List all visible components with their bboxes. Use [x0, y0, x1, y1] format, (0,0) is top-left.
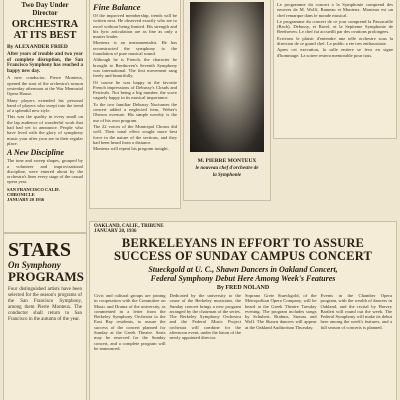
- paragraph: The tone and sweep shapes, grouped by a volunteer and improvisational discipline, were entered about by the orchestra's lines every stage of the casual opera year.: [7, 158, 83, 185]
- orchestra-clipping: [4, 0, 86, 232]
- byline: By FRED NOLAND: [216, 285, 270, 291]
- dateline: JANUARY 20 1936: [7, 196, 45, 202]
- stars-word: STARS: [8, 239, 71, 261]
- portrait-photo: [190, 2, 264, 152]
- date: JANUARY 20, 1936: [94, 229, 137, 234]
- photo-clipping: [184, 0, 270, 200]
- paragraph: Monteux is an instrumentalist. He has reconstructed the symphony to the foundation of pure musical sound.: [93, 40, 177, 57]
- french-clipping: [274, 0, 396, 138]
- paragraph: Le programme du concert de ce jour comprend la Passacaille (Bach), Debussy, et Ravel, et la Septieme Symphonie de Beethoven. Le chef fut accueilli par des ovations prolongees.: [277, 18, 393, 35]
- headline-line-1: BERKELEYANS IN EFFORT TO ASSURE: [121, 236, 365, 250]
- berkeley-clipping: [90, 222, 396, 400]
- stars-line-3: PROGRAMS: [8, 269, 84, 284]
- headline-line-2: SUCCESS OF SUNDAY CAMPUS CONCERT: [113, 249, 373, 263]
- fine-balance-clipping: [90, 0, 180, 208]
- paragraph: Apres cet execution, la salle entiere se leva en signe d'hommage. La soiree restera memorable pour tous.: [277, 47, 393, 58]
- paragraph: Ecrivons le plaisir d'entendre une telle orchestre sous la direction de ce grand chef. Le public a ete tres enthousiaste.: [277, 35, 393, 47]
- paragraph: This was the quality in every small on the lap audience of wonderful work that had had yet to announce. People who have lived with the glory of symphony music your after your are in their regular place.: [7, 114, 83, 146]
- dateline: SAN FRANCISCO CALIF.: [7, 186, 60, 192]
- dateline: CHRONICLE: [7, 191, 35, 197]
- headline: ORCHESTRA AT ITS BEST: [11, 19, 79, 41]
- paragraph: Le programme du concert a la Symphonie comprend des oeuvres de M. Wolff, Rameau et Monteux. Monteux est un chef remarque dans le monde musical.: [277, 2, 393, 18]
- subhead: A New Discipline: [7, 148, 64, 158]
- column: Civic and cultural groups are joining in cooperation with the Committee on Music and Drama of the university, as commented in a letter from the Berkeley Symphony Orchestra to the East Bay residents, to assure the success of the concert planned for Sunday at the Greek Theatre. Seats may be reserved for the Sunday concert, and a complete program will be announced.: [94, 293, 166, 351]
- dateline: OAKLAND, CALIF., TRIBUNE: [94, 224, 164, 229]
- caption-line: le nouveau chef d'orchestre de: [195, 166, 259, 171]
- headline: Fine Balance: [93, 2, 141, 12]
- stars-body: Four distinguished artists have been selected for the season's programs of the San Francisco Symphony, among them Pierre Monteux. The conductor shall return to San Francisco in the autumn of the year.: [8, 287, 82, 322]
- caption-name: M. PIERRE MONTEUX: [197, 158, 257, 164]
- kicker: Two Day Under: [21, 1, 69, 9]
- paragraph: To the two familiar Debussy Nocturnes the concert added a neglected item, Weber's Oberon overture. His simple novelty is the use of his own program.: [93, 101, 177, 123]
- paragraph: Although he is French, the character he brought to Beethoven's Seventh Symphony was international. The first movement sang freely and beautifully.: [93, 57, 177, 79]
- deck-line-1: Stueckgold at U. C., Shawn Dancers in Oakland Concert,: [148, 265, 338, 274]
- kicker-2: Director: [32, 9, 58, 17]
- paragraph: Of the improved membership, trends will be written next. He observed exactly who are to excel without being limited. His strength and his lyric articulation are as fine as only a master leader.: [93, 13, 177, 40]
- column: Soprano Grete Stueckgold, of the Metropolitan Opera Company, will be heard at the Greek Theatre Tuesday evening. The program includes songs by Schubert, Brahms, Strauss and Wolf. The Shawn dancers will appear at the Oakland Auditorium Thursday.: [245, 293, 317, 330]
- paragraph: Many players extended his personal band of players who swept into the trend of a splendid new style.: [7, 97, 83, 114]
- column: Events in the Chamber Opera program, with the wealth of dancers in Oakland, and the recital by Harvey Bartlett will round out the week. The Federal Symphony will make its debut here among the week's features, and a full season of concerts is planned.: [320, 293, 392, 330]
- caption-line: la Symphonie: [212, 173, 242, 178]
- lead-paragraph: After years of trouble and two year of complete disruption, the San Francisco Symphony has reached a happy new day.: [7, 52, 83, 74]
- byline: By ALEXANDER FRIED: [7, 44, 68, 50]
- column: Dedicated by the university to the cause of the Berkeley musicians, the Sunday concert brings a new program arranged by the chairman of the series. The Berkeley Symphony Orchestra and the Federal Music Project orchestra will combine for the afternoon event, under the baton of the newly appointed director.: [169, 293, 241, 341]
- stars-clipping: [4, 234, 86, 400]
- paragraph: Monteux will repeat his program tonight.: [93, 146, 169, 152]
- paragraph: The 22 voices of the Municipal Chorus did well. Their tonal effect sought more best force in the nature of the sections, and they had been heard from a distance.: [93, 123, 177, 145]
- paragraph: A new conductor, Pierre Monteux, opened the start of the orchestra's season yesterday afternoon at the War Memorial Opera House.: [7, 75, 83, 97]
- stars-line-2: On Symphony: [8, 260, 61, 270]
- paragraph: Of course he was happy in the favorite French impressions of Debussy's Clouds and Festivals. Not being a big number, the score vaguely happy in its musical importance.: [93, 79, 177, 101]
- deck-line-2: Federal Symphony Debut Here Among Week's Features: [150, 274, 336, 283]
